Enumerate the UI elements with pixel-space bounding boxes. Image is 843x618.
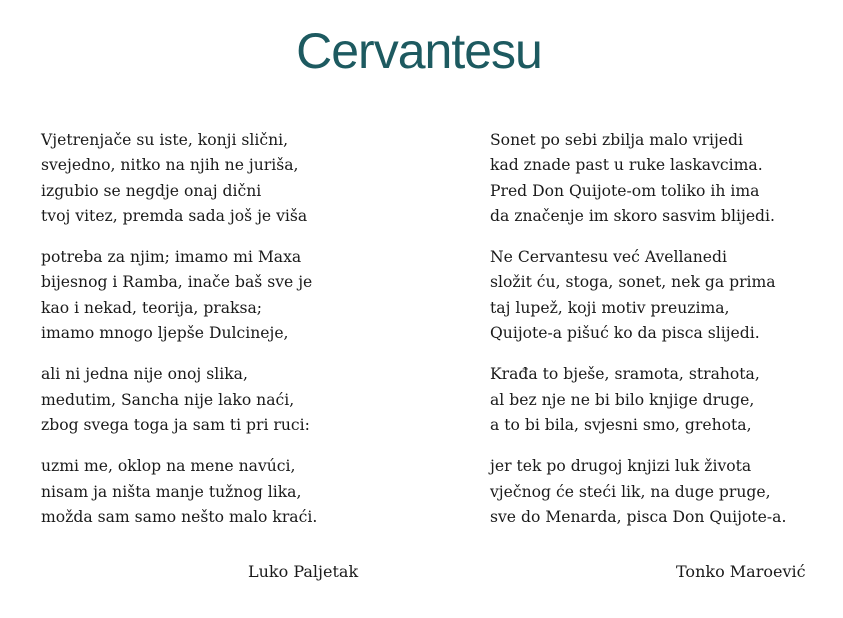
verse-line: uzmi me, oklop na mene navúci, xyxy=(41,457,296,476)
verse-line: tvoj vitez, premda sada još je viša xyxy=(41,206,308,225)
verse-line: Krađa to bješe, sramota, strahota, xyxy=(490,365,760,384)
stanza xyxy=(41,362,371,438)
verse-line: Vjetrenjače su iste, konji slični, xyxy=(41,131,289,149)
verse-line: svejedno, nitko na njih ne juriša, xyxy=(41,156,299,175)
verse-line: bijesnog i Ramba, inače baš sve je xyxy=(41,273,313,292)
verse-line: Quijote-a pišuć ko da pisca slijedi. xyxy=(490,324,760,343)
stanza xyxy=(41,128,371,229)
stanza xyxy=(490,128,820,229)
stanza xyxy=(41,454,371,530)
verse-line: Sonet po sebi zbilja malo vrijedi xyxy=(490,131,744,149)
stanza xyxy=(490,454,820,530)
verse-line: da značenje im skoro sasvim blijedi. xyxy=(490,206,775,225)
verse-line: složit ću, stoga, sonet, nek ga prima xyxy=(490,273,776,292)
verse-line: možda sam samo nešto malo kraći. xyxy=(41,507,318,526)
verse-line: nisam ja ništa manje tužnog lika, xyxy=(41,482,302,501)
verse-line: vječnog će steći lik, na duge pruge, xyxy=(490,482,771,501)
verse-line: kao i nekad, teorija, praksa; xyxy=(41,298,263,317)
verse-line: zbog svega toga ja sam ti pri ruci: xyxy=(41,415,310,434)
verse-line: al bez nje ne bi bilo knjige druge, xyxy=(490,390,755,409)
poem-left xyxy=(41,128,371,546)
stanza xyxy=(490,245,820,346)
verse-line: imamo mnogo ljepše Dulcineje, xyxy=(41,324,289,343)
stanza xyxy=(41,245,371,346)
poem-right xyxy=(490,128,820,546)
verse-line: sve do Menarda, pisca Don Quijote-a. xyxy=(490,507,787,526)
verse-line: a to bi bila, svjesni smo, grehota, xyxy=(490,415,752,434)
verse-line: izgubio se negdje onaj dični xyxy=(41,181,262,200)
verse-line: medutim, Sancha nije lako naći, xyxy=(41,390,295,409)
verse-line: ali ni jedna nije onoj slika, xyxy=(41,365,248,384)
page-title: Cervantesu xyxy=(296,23,542,79)
author-left: Luko Paljetak xyxy=(248,562,359,581)
verse-line: taj lupež, koji motiv preuzima, xyxy=(490,298,730,317)
verse-line: Pred Don Quijote-om toliko ih ima xyxy=(490,181,760,200)
verse-line: potreba za njim; imamo mi Maxa xyxy=(41,248,302,267)
verse-line: jer tek po drugoj knjizi luk života xyxy=(490,457,752,476)
verse-line: Ne Cervantesu već Avellanedi xyxy=(490,248,727,267)
verse-line: kad znade past u ruke laskavcima. xyxy=(490,156,763,175)
stanza xyxy=(490,362,820,438)
author-right: Tonko Maroević xyxy=(676,562,806,581)
